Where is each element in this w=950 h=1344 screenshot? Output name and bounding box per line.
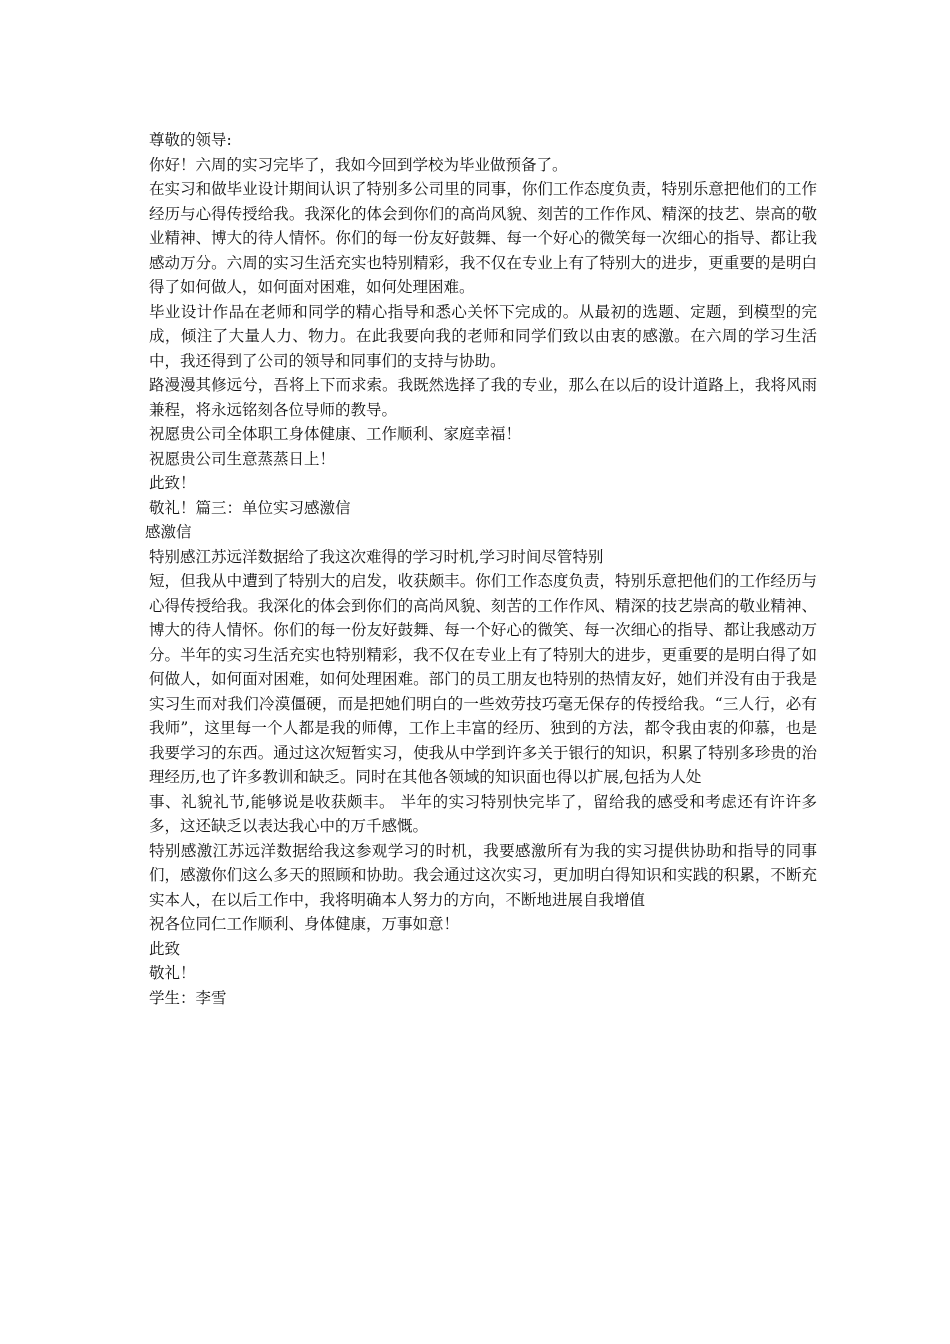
- closing-heading: 敬礼！篇三：单位实习感激信: [149, 498, 351, 517]
- paragraph: 祝各位同仁工作顺利、身体健康，万事如意！: [149, 915, 460, 933]
- paragraph: 祝愿贵公司全体职工身体健康、工作顺利、家庭幸福！: [149, 425, 522, 443]
- paragraph: 路漫漫其修远兮，吾将上下而求索。我既然选择了我的专业，那么在以后的设计道路上，我将风雨兼程，将永远铭刻各位导师的教导。: [149, 376, 817, 419]
- signature: 学生：李雪: [149, 988, 227, 1007]
- paragraph: 事、礼貌礼节,能够说是收获颇丰。 半年的实习特别快完毕了，留给我的感受和考虑还有许许多多，这还缺乏以表达我心中的万千感慨。: [149, 792, 817, 835]
- paragraph: 短，但我从中遭到了特别大的启发，收获颇丰。你们工作态度负责，特别乐意把他们的工作经历与心得传授给我。我深化的体会到你们的高尚风貌、刻苦的工作作风、精深的技艺崇高的敬业精神、博大的待人情怀。你们的每一份友好鼓舞、每一个好心的微笑、每一次细心的指导、都让我感动万分。半年的实习生活充实也特别精彩，我不仅在专业上有了特别大的进步，更重要的是明白得了如何做人，如何面对困难，如何处理困难。部门的员工朋友也特别的热情友好，她们并没有由于我是实习生而对我们冷漠僵硬，而是把她们明白的一些效劳技巧毫无保存的传授给我。“三人行，必有我师”，这里每一个人都是我的师傅，工作上丰富的经历、独到的方法，都令我由衷的仰慕，也是我要学习的东西。通过这次短暂实习，使我从中学到许多关于银行的知识，积累了特别多珍贵的治理经历,也了许多教训和缺乏。同时在其他各领域的知识面也得以扩展,包括为人处: [149, 572, 817, 786]
- salutation: 尊敬的领导:: [149, 131, 232, 149]
- paragraph: 你好！六周的实习完毕了，我如今回到学校为毕业做预备了。: [149, 155, 568, 174]
- closing: 此致！: [149, 474, 196, 492]
- closing: 敬礼！: [149, 964, 196, 982]
- paragraph: 毕业设计作品在老师和同学的精心指导和悉心关怀下完成的。从最初的选题、定题，到模型的完成，倾注了大量人力、物力。在此我要向我的老师和同学们致以由衷的感激。在六周的学习生活中，我还得到了公司的领导和同事们的支持与协助。: [149, 302, 817, 370]
- paragraph: 特别感江苏远洋数据给了我这次难得的学习时机,学习时间尽管特别: [149, 547, 604, 566]
- paragraph: 在实习和做毕业设计期间认识了特别多公司里的同事，你们工作态度负责，特别乐意把他们的工作经历与心得传授给我。我深化的体会到你们的高尚风貌、刻苦的工作作风、精深的技艺、崇高的敬业精神、博大的待人情怀。你们的每一份友好鼓舞、每一个好心的微笑每一次细心的指导、都让我感动万分。六周的实习生活充实也特别精彩，我不仅在专业上有了特别大的进步，更重要的是明白得了如何做人，如何面对困难，如何处理困难。: [149, 180, 817, 296]
- paragraph: 特别感激江苏远洋数据给我这参观学习的时机，我要感激所有为我的实习提供协助和指导的同事们，感激你们这么多天的照顾和协助。我会通过这次实习，更加明白得知识和实践的积累，不断充实本人，在以后工作中，我将明确本人努力的方向，不断地进展自我增值: [149, 841, 817, 909]
- letter-body: [145, 128, 817, 1010]
- letter-title: 感激信: [145, 523, 192, 541]
- closing: 此致: [149, 939, 181, 958]
- paragraph: 祝愿贵公司生意蒸蒸日上！: [149, 449, 336, 468]
